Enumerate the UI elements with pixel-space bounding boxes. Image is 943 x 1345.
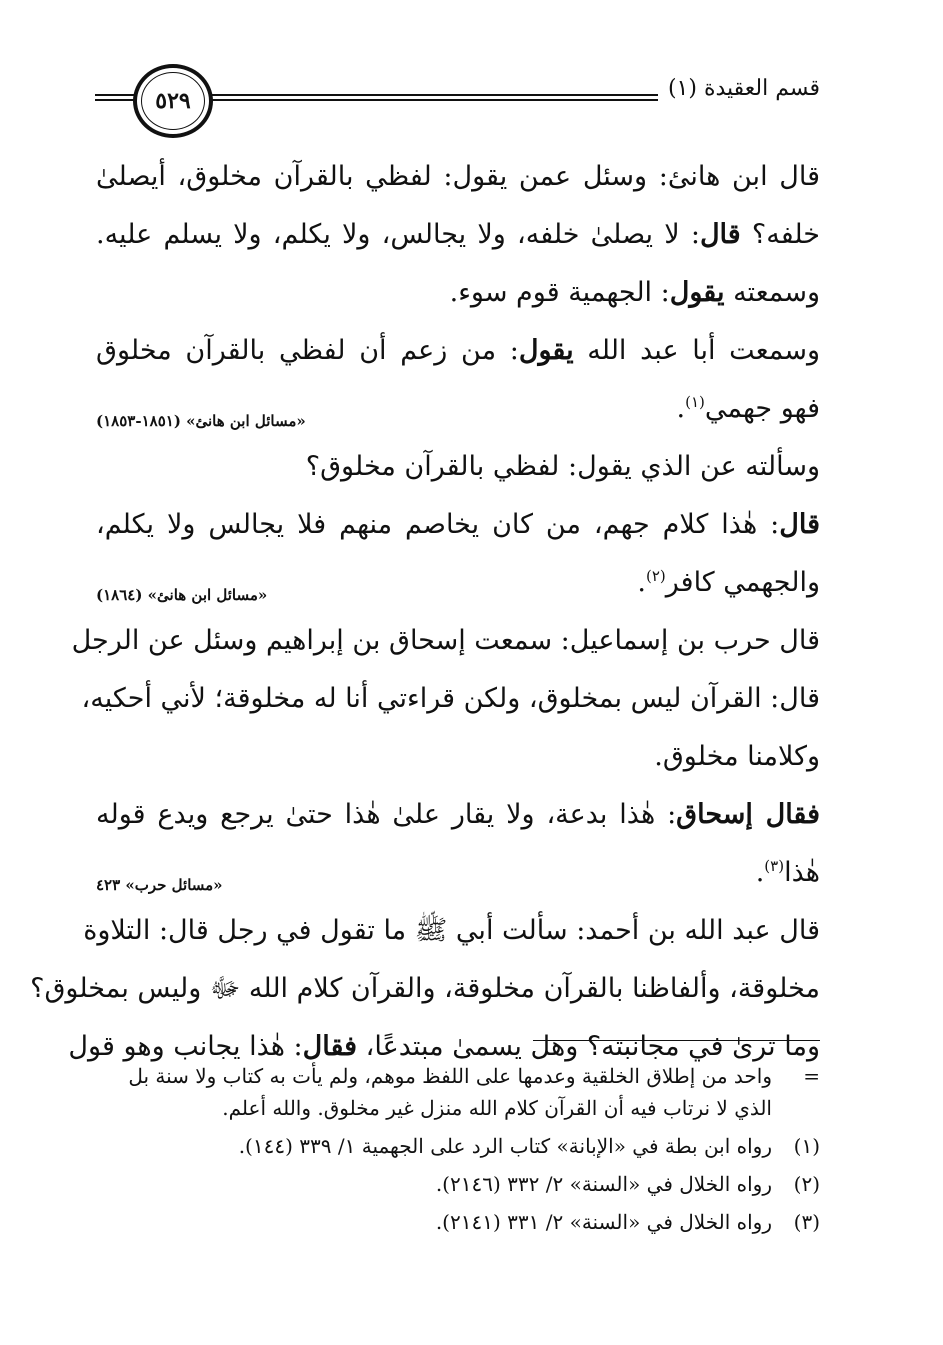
main-text bbox=[30, 148, 820, 1076]
footnote-separator bbox=[533, 1040, 820, 1041]
header-rule-left bbox=[95, 94, 135, 101]
text-line: هٰذا$^{(٣)}$. «مسائل حرب» ٤٢٣ bbox=[96, 844, 820, 902]
text-line: وما ترىٰ في مجانبته؟ وهل يسمىٰ مبتدعًا، فقال: هٰذا يجانب وهو قول bbox=[68, 1031, 820, 1062]
text-line: قال: القرآن ليس بمخلوق، ولكن قراءتي أنا له مخلوقة؛ لأني أحكيه، bbox=[81, 683, 820, 714]
footnote-continuation: الذي لا نرتاب فيه أن القرآن كلام الله منزل غير مخلوق. والله أعلم. bbox=[222, 1096, 772, 1120]
text-line: فهو جهمي$^{(١)}$. «مسائل ابن هانئ» (١٨٥١-١٨٥٣) bbox=[96, 380, 820, 438]
text-line: قال ابن هانئ: وسئل عمن يقول: لفظي بالقرآن مخلوق، أيصلىٰ bbox=[96, 161, 820, 192]
source-reference: «مسائل حرب» ٤٢٣ bbox=[96, 876, 223, 894]
running-title: قسم العقيدة (١) bbox=[658, 76, 820, 101]
source-reference: «مسائل ابن هانئ» (١٨٥١-١٨٥٣) bbox=[96, 412, 306, 430]
page-number: ٥٢٩ bbox=[133, 64, 213, 138]
text-line: خلفه؟ قال: لا يصلىٰ خلفه، ولا يجالس، ولا يكلم، ولا يسلم عليه. bbox=[96, 219, 820, 250]
page-header bbox=[95, 62, 820, 138]
text-line: قال: هٰذا كلام جهم، من كان يخاصم منهم فلا يجالس ولا يكلم، bbox=[96, 509, 820, 540]
text-line: قال عبد الله بن أحمد: سألت أبي ﷺ ما تقول في رجل قال: التلاوة bbox=[83, 915, 820, 946]
text-line: وكلامنا مخلوق. bbox=[654, 741, 820, 772]
text-line: قال حرب بن إسماعيل: سمعت إسحاق بن إبراهيم وسئل عن الرجل bbox=[71, 625, 820, 656]
text-line: وسمعته يقول: الجهمية قوم سوء. bbox=[449, 277, 820, 308]
text-line: وسألته عن الذي يقول: لفظي بالقرآن مخلوق؟ bbox=[305, 451, 820, 482]
footnote-marker: (١) bbox=[685, 393, 705, 411]
source-reference: «مسائل ابن هانئ» (١٨٦٤) bbox=[96, 586, 268, 604]
footnote-marker: (٣) bbox=[764, 857, 785, 875]
footnote-continuation: =واحد من إطلاق الخلقية وعدمها على اللفظ موهم، ولم يأت به كتاب ولا سنة بل bbox=[128, 1064, 820, 1088]
footnotes bbox=[96, 1060, 820, 1238]
text-line: والجهمي كافر$^{(٢)}$. «مسائل ابن هانئ» (١٨٦٤) bbox=[96, 554, 820, 612]
text-line: وسمعت أبا عبد الله يقول: من زعم أن لفظي بالقرآن مخلوق bbox=[96, 335, 820, 366]
footnote-1: (١)رواه ابن بطة في «الإبانة» كتاب الرد على الجهمية ١/ ٣٣٩ (١٤٤). bbox=[238, 1134, 820, 1158]
footnote-marker: (٢) bbox=[645, 567, 666, 585]
text-line: مخلوقة، وألفاظنا بالقرآن مخلوقة، والقرآن كلام الله ﷻ وليس بمخلوق؟ bbox=[30, 973, 820, 1004]
text-line: فقال إسحاق: هٰذا بدعة، ولا يقار علىٰ هٰذا حتىٰ يرجع ويدع قوله bbox=[96, 799, 820, 830]
footnote-2: (٢)رواه الخلال في «السنة» ٢/ ٣٣٢ (٢١٤٦). bbox=[435, 1172, 820, 1196]
footnote-3: (٣)رواه الخلال في «السنة» ٢/ ٣٣١ (٢١٤١). bbox=[435, 1210, 820, 1234]
